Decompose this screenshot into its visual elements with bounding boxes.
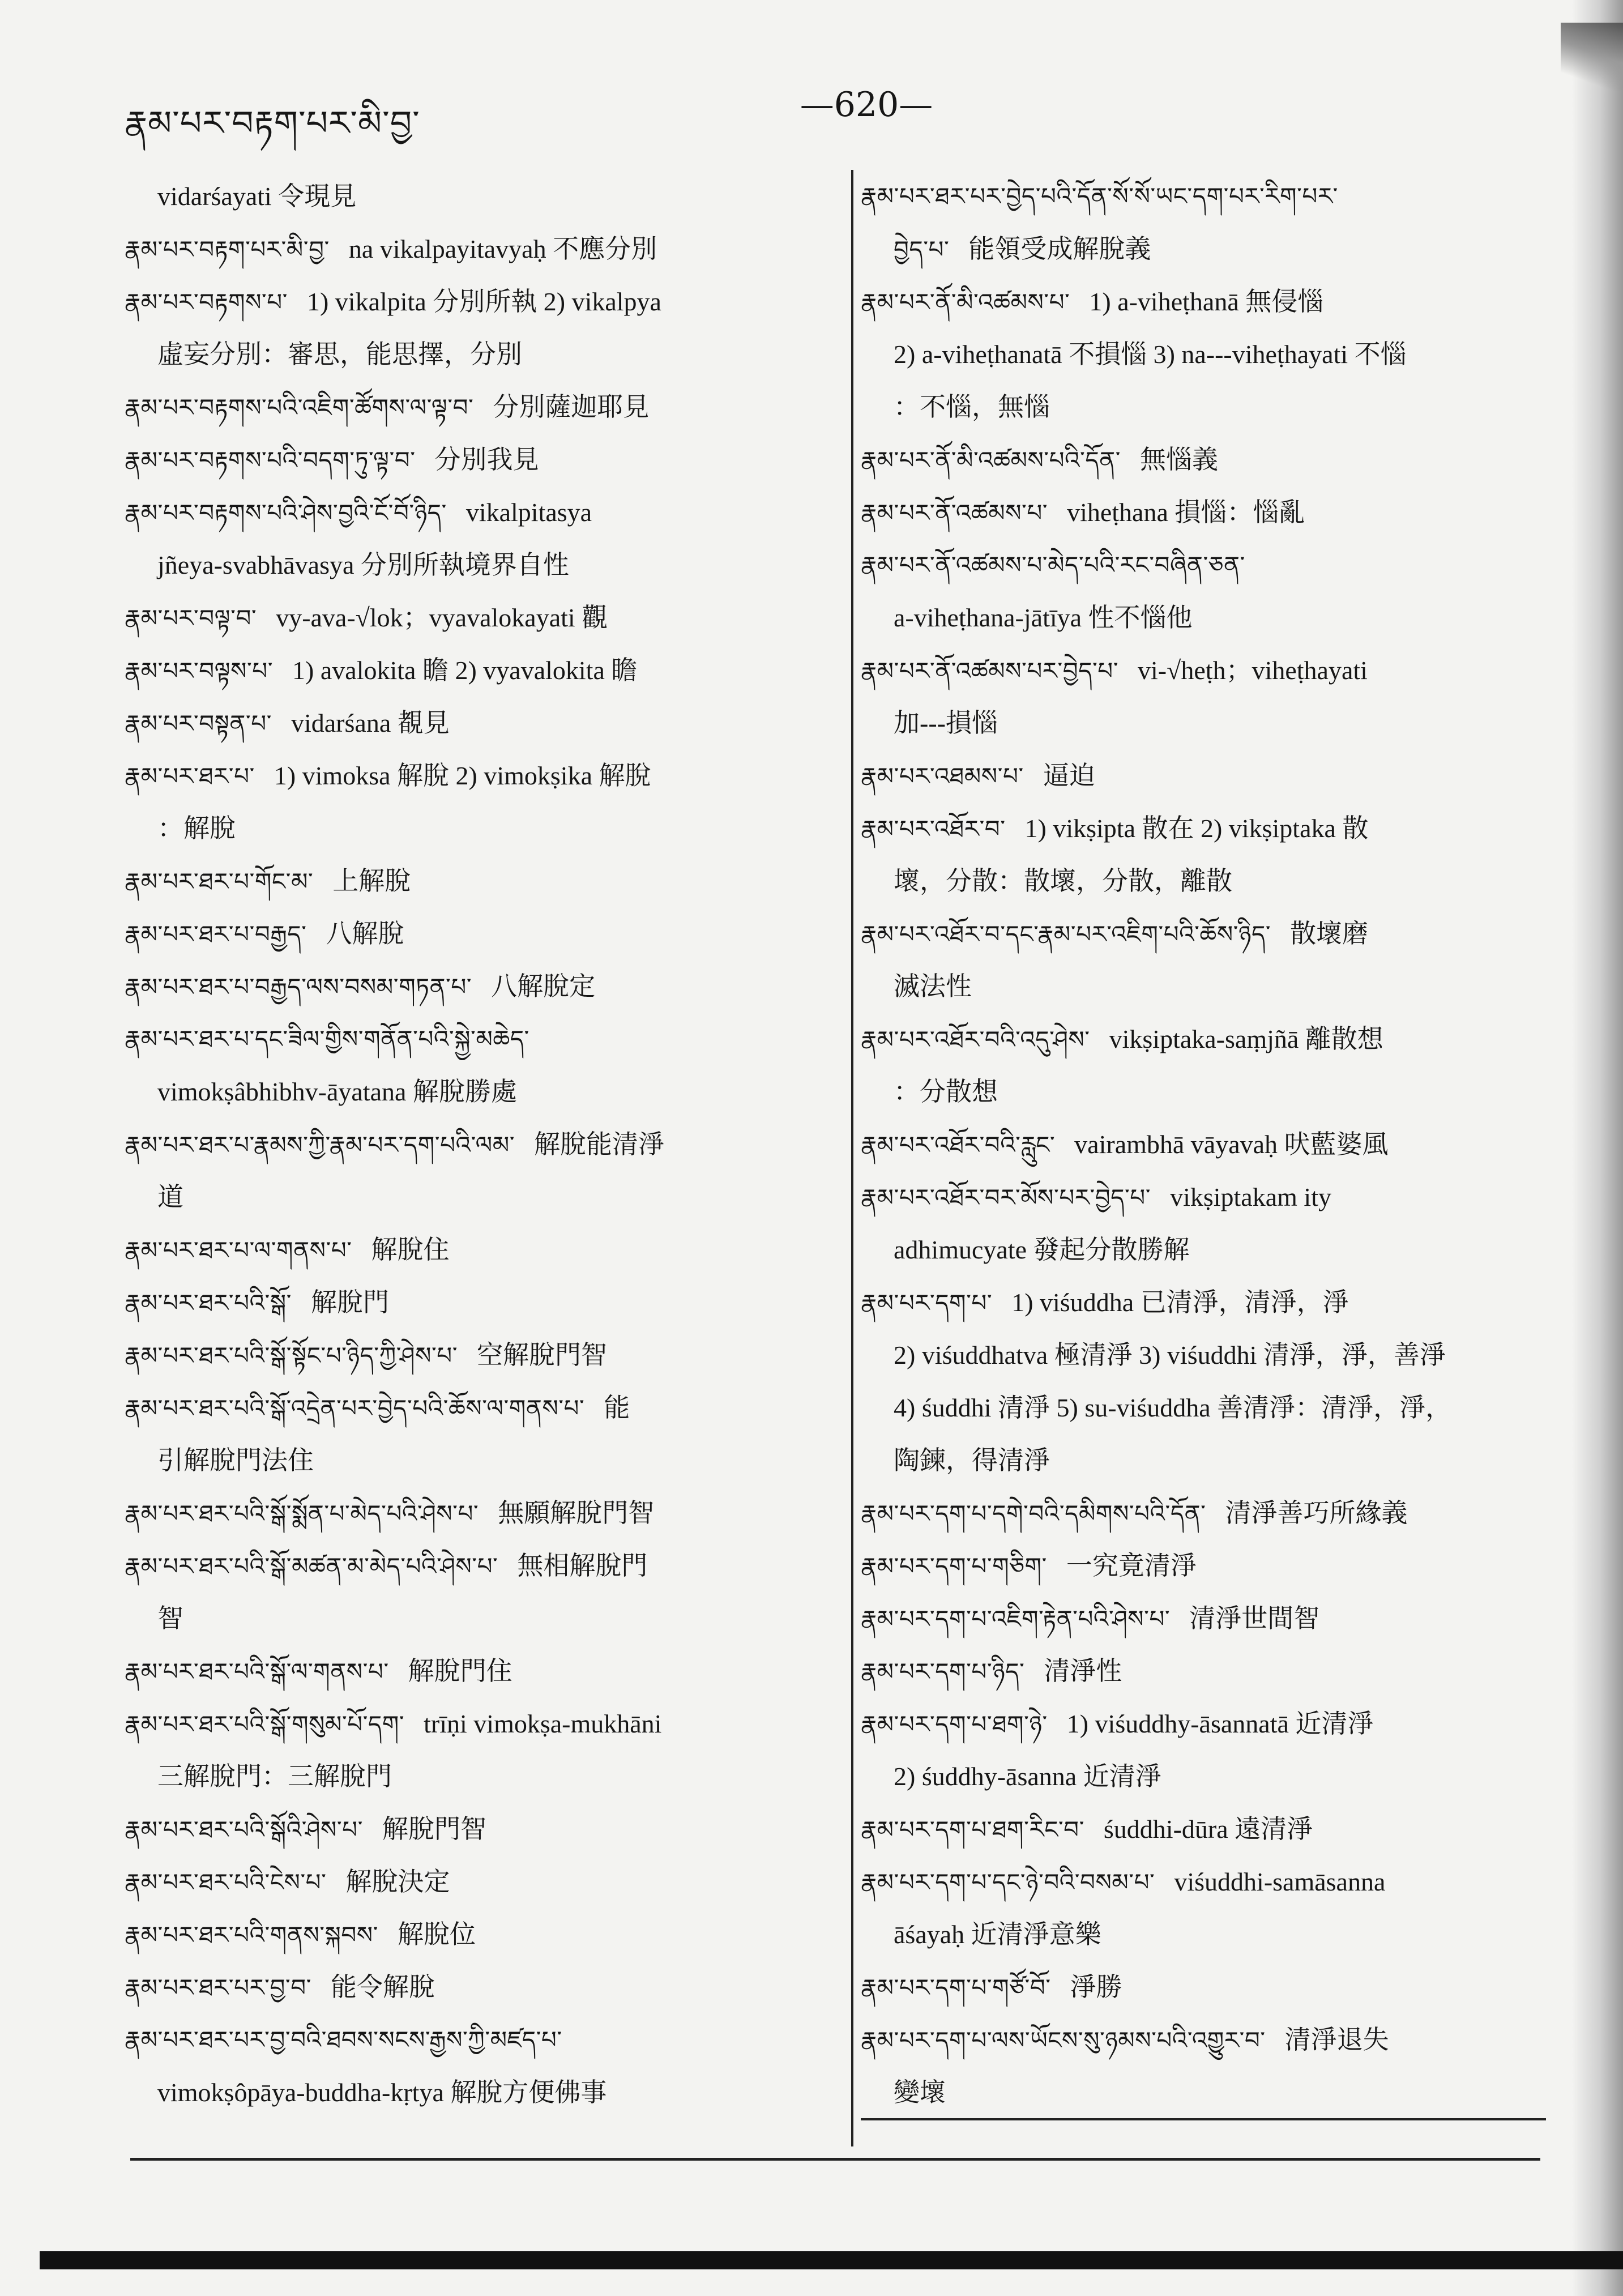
entry-line (125, 1381, 838, 1434)
definition-text: 解脫門 (310, 1288, 389, 1317)
definition-text: 清淨退失 (1284, 2025, 1389, 2054)
definition-text: viheṭhana 損惱：惱亂 (1067, 498, 1305, 527)
entry-continuation (125, 170, 838, 223)
entry-line (125, 1539, 838, 1592)
definition-text: 清淨世間智 (1189, 1604, 1320, 1633)
definition-text: 解脫能清淨 (534, 1130, 665, 1159)
entry-line (125, 381, 838, 433)
definition-text: vikṣiptakam ity (1170, 1183, 1331, 1211)
tibetan-headword: རྣམ་པར་བསྟན་པ་ (125, 710, 272, 737)
definition-text: 散壞磨 (1290, 919, 1369, 948)
entry-line (861, 1276, 1557, 1329)
tibetan-headword: རྣམ་པར་ཐར་པའི་སྒོ་འདྲེན་པར་བྱེད་པའི་ཆོས་ལ་གནས་པ་ (125, 1394, 585, 1422)
entry-line (861, 539, 1557, 591)
definition-text: śuddhi-dūra 遠清淨 (1103, 1815, 1313, 1843)
tibetan-headword: རྣམ་པར་ནོ་འཚམས་པར་བྱེད་པ་ (861, 657, 1119, 685)
entry-line (125, 1276, 838, 1329)
tibetan-headword: རྣམ་པར་དག་པ་དགེ་བའི་དམིགས་པའི་དོན་ (861, 1500, 1206, 1527)
entry-line (861, 1171, 1557, 1223)
definition-text: na vikalpayitavyaḥ 不應分別 (348, 234, 657, 263)
definition-text: trīṇi vimokṣa-mukhāni (424, 1709, 662, 1738)
tibetan-headword: རྣམ་པར་དག་པ་ཉིད་ (861, 1658, 1025, 1685)
tibetan-headword: རྣམ་པར་འཐོར་བ་ (861, 815, 1006, 843)
entry-continuation (125, 802, 838, 855)
definition-text: 4) śuddhi 清淨 5) su-viśuddha 善清淨：清淨，淨， (894, 1393, 1452, 1422)
entry-line (861, 644, 1557, 697)
definition-text: 清淨性 (1044, 1657, 1122, 1685)
entry-line (125, 960, 838, 1013)
entry-line (861, 1539, 1557, 1592)
tibetan-headword: རྣམ་པར་དག་པ་འཇིག་རྟེན་པའི་ཤེས་པ་ (861, 1605, 1171, 1633)
entry-line (125, 2013, 838, 2066)
entry-line (861, 1697, 1557, 1750)
entry-line (861, 1803, 1557, 1855)
entry-line (125, 591, 838, 644)
entry-continuation (861, 1381, 1557, 1434)
entry-line (861, 2013, 1557, 2066)
tibetan-headword: རྣམ་པར་དག་པ་དང་ཉེ་བའི་བསམ་པ་ (861, 1868, 1155, 1896)
entry-line (125, 1329, 838, 1381)
entry-continuation (861, 591, 1557, 644)
tibetan-headword: རྣམ་པར་ནོ་འཚམས་པ་མེད་པའི་རང་བཞིན་ཅན་ (861, 551, 1245, 579)
entry-continuation (861, 855, 1557, 907)
tibetan-headword: རྣམ་པར་ཐར་པ་རྣམས་ཀྱི་རྣམ་པར་དག་པའི་ལམ་ (125, 1131, 515, 1159)
definition-text: ：不惱，無惱 (894, 392, 1050, 421)
entry-continuation (861, 960, 1557, 1013)
definition-text: 智 (157, 1604, 183, 1633)
definition-text: 淨勝 (1070, 1973, 1122, 2001)
tibetan-headword: རྣམ་པར་ཐར་པ་ལ་གནས་པ་ (125, 1236, 352, 1264)
entry-continuation (861, 328, 1557, 381)
definition-text: 能 (604, 1393, 630, 1422)
entry-line (861, 1118, 1557, 1171)
entry-continuation (125, 1750, 838, 1803)
entry-line (861, 433, 1557, 486)
tibetan-headword: རྣམ་པར་ཐར་པའི་གནས་སྐབས་ (125, 1921, 378, 1949)
definition-text: vikalpitasya (465, 498, 592, 527)
entry-line (861, 1645, 1557, 1697)
definition-text: 1) vikalpita 分別所執 2) vikalpya (306, 287, 661, 316)
tibetan-headword: རྣམ་པར་དག་པ་ཐག་རིང་བ་ (861, 1816, 1084, 1843)
tibetan-headword: རྣམ་པར་འཐམས་པ་ (861, 762, 1024, 790)
tibetan-headword: རྣམ་པར་ཐར་པ་དང་ཟིལ་གྱིས་གནོན་པའི་སྐྱེ་མཆེད་ (125, 1025, 529, 1053)
definition-text: a-viheṭhana-jātīya 性不惱他 (894, 603, 1193, 632)
entry-line (125, 1803, 838, 1855)
entry-line (125, 1487, 838, 1539)
definition-text: 壞，分散：散壞，分散，離散 (894, 867, 1232, 895)
entry-line (861, 486, 1557, 539)
entry-continuation (861, 1065, 1557, 1118)
definition-text: 解脫決定 (345, 1867, 450, 1896)
entry-line (125, 1908, 838, 1961)
right-column (861, 170, 1557, 2119)
definition-text: 1) vimoksa 解脫 2) vimokṣika 解脫 (274, 761, 651, 790)
tibetan-headword: རྣམ་པར་བརྟགས་པའི་ཤེས་བྱའི་ངོ་བོ་ཉིད་ (125, 499, 447, 527)
entry-line (125, 1118, 838, 1171)
tibetan-headword: རྣམ་པར་ཐར་པའི་སྒོ་གསུམ་པོ་དག་ (125, 1710, 405, 1738)
entry-continuation (861, 1908, 1557, 1961)
scan-bottom-edge (40, 2251, 1623, 2269)
definition-text: viśuddhi-samāsanna (1174, 1867, 1386, 1896)
entry-continuation (861, 2066, 1557, 2119)
entry-continuation (861, 381, 1557, 433)
entry-line (861, 1487, 1557, 1539)
entry-line (125, 223, 838, 275)
tibetan-headword: རྣམ་པར་བརྟགས་པ་ (125, 288, 288, 316)
definition-text: 空解脫門智 (477, 1341, 608, 1369)
definition-text: 1) avalokita 瞻 2) vyavalokita 瞻 (292, 656, 638, 685)
tibetan-headword: བྱེད་པ་ (894, 236, 950, 263)
entry-line (861, 1592, 1557, 1645)
definition-text: 加---損惱 (894, 709, 998, 737)
tibetan-headword: རྣམ་པར་དག་པ་གཙོ་བོ་ (861, 1974, 1051, 2001)
page-number: —620— (800, 85, 933, 125)
tibetan-headword: རྣམ་པར་ཐར་པར་བྱ་བ་ (125, 1974, 311, 2001)
definition-text: āśayaḥ 近清淨意樂 (894, 1920, 1101, 1949)
tibetan-headword: རྣམ་པར་ཐར་པའི་སྒོ་ (125, 1289, 292, 1317)
definition-text: 滅法性 (894, 972, 972, 1001)
definition-text: 陶鍊，得清淨 (894, 1446, 1050, 1475)
entry-line (861, 802, 1557, 855)
entry-continuation (861, 1223, 1557, 1276)
entry-line (861, 223, 1557, 275)
definition-text: vidarśana 覩見 (291, 709, 450, 737)
definition-text: 解脫門智 (382, 1815, 486, 1843)
entry-line (125, 1013, 838, 1065)
page-bottom-rule (130, 2158, 1540, 2161)
entry-line (861, 1961, 1557, 2013)
definition-text: 道 (157, 1183, 183, 1211)
entry-line (861, 907, 1557, 960)
entry-line (125, 855, 838, 907)
entry-continuation (125, 1171, 838, 1223)
definition-text: 解脫住 (371, 1235, 450, 1264)
entry-line (125, 433, 838, 486)
tibetan-headword: རྣམ་པར་དག་པ་ཐག་ཉེ་ (861, 1710, 1048, 1738)
entry-line (861, 170, 1557, 223)
definition-text: 分別薩迦耶見 (493, 392, 650, 421)
definition-text: 解脫門住 (408, 1657, 512, 1685)
tibetan-headword: རྣམ་པར་ཐར་པའི་ངེས་པ་ (125, 1868, 327, 1896)
definition-text: 無願解脫門智 (498, 1499, 655, 1527)
definition-text: vimokṣôpāya-buddha-kṛtya 解脫方便佛事 (157, 2078, 607, 2107)
tibetan-headword: རྣམ་པར་ཐར་པའི་སྒོ་མཚན་མ་མེད་པའི་ཤེས་པ་ (125, 1552, 498, 1580)
tibetan-headword: རྣམ་པར་དག་པ་གཅིག་ (861, 1552, 1047, 1580)
tibetan-headword: རྣམ་པར་དག་པ་ལས་ཡོངས་སུ་ཉམས་པའི་འགྱུར་བ་ (861, 2026, 1266, 2054)
definition-text: 一究竟清淨 (1066, 1551, 1197, 1580)
tibetan-headword: རྣམ་པར་འཐོར་བ་དང་རྣམ་པར་འཇིག་པའི་ཆོས་ཉིད་ (861, 920, 1271, 948)
definition-text: 分別我見 (434, 445, 539, 474)
definition-text: jñeya-svabhāvasya 分別所執境界自性 (157, 550, 569, 579)
tibetan-headword: རྣམ་པར་ཐར་པའི་སྒོ་སྟོང་པ་ཉིད་ཀྱི་ཤེས་པ་ (125, 1342, 458, 1369)
definition-text: 解脫位 (397, 1920, 476, 1949)
definition-text: 1) vikṣipta 散在 2) vikṣiptaka 散 (1024, 814, 1369, 843)
entry-line (861, 1855, 1557, 1908)
tibetan-headword: རྣམ་པར་ཐར་པར་བྱེད་པའི་དོན་སོ་སོ་ཡང་དག་པར་རིག་པར་ (861, 182, 1338, 210)
definition-text: 變壞 (894, 2078, 946, 2107)
scan-corner-shadow (1561, 23, 1623, 91)
tibetan-headword: རྣམ་པར་བལྟས་པ་ (125, 657, 274, 685)
definition-text: 2) viśuddhatva 極清淨 3) viśuddhi 清淨，淨，善淨 (894, 1341, 1446, 1369)
page-header (125, 85, 1498, 143)
definition-text: 能令解脫 (330, 1973, 435, 2001)
entry-line (125, 644, 838, 697)
entry-line (125, 1697, 838, 1750)
entry-continuation (861, 697, 1557, 749)
tibetan-headword: རྣམ་པར་ཐར་པར་བྱ་བའི་ཐབས་སངས་རྒྱས་ཀྱི་མཛད་པ་ (125, 2026, 562, 2054)
entry-continuation (125, 1434, 838, 1487)
definition-text: vikṣiptaka-saṃjñā 離散想 (1109, 1025, 1383, 1053)
entry-line (861, 1013, 1557, 1065)
definition-text: 引解脫門法住 (157, 1446, 314, 1475)
definition-text: vy-ava-√lok；vyavalokayati 觀 (276, 603, 608, 632)
entry-continuation (125, 1065, 838, 1118)
definition-text: 能領受成解脫義 (968, 234, 1151, 263)
tibetan-headword: རྣམ་པར་ནོ་འཚམས་པ་ (861, 499, 1048, 527)
entry-continuation (861, 1434, 1557, 1487)
definition-text: ：分散想 (894, 1077, 998, 1106)
scan-edge-shadow (1572, 0, 1623, 2296)
definition-text: 虛妄分別：審思，能思擇，分別 (157, 340, 522, 369)
definition-text: 三解脫門：三解脫門 (157, 1762, 392, 1791)
definition-text: vidarśayati 令現見 (157, 182, 357, 211)
definition-text: 清淨善巧所緣義 (1225, 1499, 1408, 1527)
definition-text: 1) viśuddha 已清淨，清淨，淨 (1011, 1288, 1349, 1317)
tibetan-headword: རྣམ་པར་འཐོར་བར་མོས་པར་བྱེད་པ་ (861, 1184, 1151, 1211)
tibetan-headword: རྣམ་པར་ནོ་མི་འཚམས་པའི་དོན་ (861, 446, 1121, 474)
entry-continuation (125, 539, 838, 591)
tibetan-headword: རྣམ་པར་ཐར་པའི་སྒོའི་ཤེས་པ་ (125, 1816, 363, 1843)
definition-text: vi-√heṭh；viheṭhayati (1138, 656, 1368, 685)
tibetan-headword: རྣམ་པར་བལྟ་བ་ (125, 604, 257, 632)
entry-continuation (125, 328, 838, 381)
tibetan-headword: རྣམ་པར་ཐར་པ་གོང་མ་ (125, 868, 314, 895)
definition-text: 逼迫 (1043, 761, 1095, 790)
tibetan-headword: རྣམ་པར་ནོ་མི་འཚམས་པ་ (861, 288, 1070, 316)
tibetan-headword: རྣམ་པར་བརྟག་པར་མི་བྱ་ (125, 236, 330, 263)
definition-text: adhimucyate 發起分散勝解 (894, 1235, 1190, 1264)
definition-text: 八解脫定 (491, 972, 596, 1001)
definition-text: 八解脫 (326, 919, 404, 948)
definition-text: 2) a-viheṭhanatā 不損惱 3) na---viheṭhayati 不惱 (894, 340, 1407, 369)
entry-line (125, 1223, 838, 1276)
entry-line (125, 275, 838, 328)
entry-line (125, 1961, 838, 2013)
entry-line (861, 275, 1557, 328)
left-column (125, 170, 838, 2119)
tibetan-headword: རྣམ་པར་བརྟགས་པའི་བདག་ཏུ་ལྟ་བ་ (125, 446, 416, 474)
entry-line (125, 749, 838, 802)
definition-text: 無相解脫門 (517, 1551, 648, 1580)
tibetan-headword: རྣམ་པར་འཐོར་བའི་རླུང་ (861, 1131, 1056, 1159)
definition-text: 2) śuddhy-āsanna 近清淨 (894, 1762, 1161, 1791)
entry-line (861, 749, 1557, 802)
tibetan-headword: རྣམ་པར་ཐར་པའི་སྒོ་ལ་གནས་པ་ (125, 1658, 389, 1685)
tibetan-headword: རྣམ་པར་ཐར་པའི་སྒོ་སྨོན་པ་མེད་པའི་ཤེས་པ་ (125, 1500, 479, 1527)
tibetan-headword: རྣམ་པར་དག་པ་ (861, 1289, 993, 1317)
column-divider (851, 170, 853, 2146)
tibetan-headword: རྣམ་པར་བརྟགས་པའི་འཇིག་ཚོགས་ལ་ལྟ་བ་ (125, 394, 474, 421)
entry-line (125, 697, 838, 749)
running-head: རྣམ་པར་བརྟག་པར་མི་བྱ་ (125, 104, 420, 143)
entry-line (125, 907, 838, 960)
entry-continuation (861, 1329, 1557, 1381)
definition-text: 1) viśuddhy-āsannatā 近清淨 (1066, 1709, 1374, 1738)
definition-text: 無惱義 (1139, 445, 1218, 474)
definition-text: 1) a-viheṭhanā 無侵惱 (1089, 287, 1324, 316)
tibetan-headword: རྣམ་པར་ཐར་པ་བརྒྱད་ (125, 920, 307, 948)
definition-text: vairambhā vāyavaḥ 吠藍婆風 (1074, 1130, 1389, 1159)
entry-line (125, 1645, 838, 1697)
entry-continuation (861, 1750, 1557, 1803)
entry-continuation (125, 1592, 838, 1645)
tibetan-headword: རྣམ་པར་འཐོར་བའི་འདུ་ཤེས་ (861, 1026, 1090, 1053)
entry-continuation (125, 2066, 838, 2119)
definition-text: 上解脫 (332, 867, 411, 895)
tibetan-headword: རྣམ་པར་ཐར་པ་བརྒྱད་ལས་བསམ་གཏན་པ་ (125, 973, 472, 1001)
entry-line (125, 486, 838, 539)
tibetan-headword: རྣམ་པར་ཐར་པ་ (125, 762, 255, 790)
definition-text: ：解脫 (157, 814, 236, 843)
definition-text: vimokṣâbhibhv-āyatana 解脫勝處 (157, 1077, 517, 1106)
entry-line (125, 1855, 838, 1908)
